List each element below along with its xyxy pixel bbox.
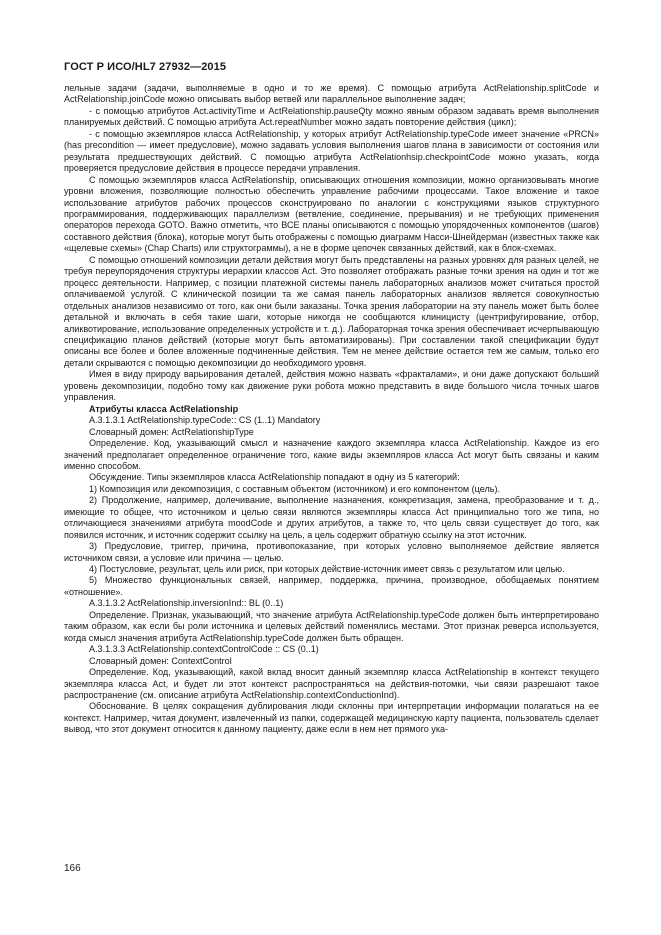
body-paragraph: Определение. Признак, указывающий, что значение атрибута ActRelationship.typeCode должен быть интерпретировано таким образом, как если бы роли источника и целевых действий поменялись местами. Этот признак реверса используется, когда смысл значения атрибута ActRelationship.typeCode должен быть обращен. xyxy=(64,609,599,643)
body-paragraph: 4) Постусловие, результат, цель или риск, при которых действие-источник имеет связь с результатом или целью. xyxy=(89,564,565,575)
page-number: 166 xyxy=(64,863,81,874)
body-paragraph: лельные задачи (задачи, выполняемые в одно и то же время). С помощью атрибута ActRelationship.splitCode и ActRelationship.joinCode можно описывать выбор ветвей или параллельное выполнение задач; xyxy=(64,83,599,105)
body-paragraph: Определение. Код, указывающий, какой вклад вносит данный экземпляр класса ActRelationship в контекст текущего экземпляра класса Act, и будет ли этот контекст распространяться на действия-потомки, чьи связи разрешают такое распространение (см. описание атрибута ActRelationship.contextConductionInd). xyxy=(64,667,599,701)
body-paragraph: Обсуждение. Типы экземпляров класса ActRelationship попадают в одну из 5 категорий: xyxy=(89,472,460,483)
body-paragraph: Словарный домен: ContextControl xyxy=(89,655,232,666)
body-paragraph: 1) Композиция или декомпозиция, с составным объектом (источником) и его компонентом (цель). xyxy=(89,483,500,494)
body-paragraph: Словарный домен: ActRelationshipType xyxy=(89,426,254,437)
body-paragraph: Имея в виду природу варьирования деталей, действия можно назвать «фракталами», и они даже допускают больший уровень декомпозиции, подобно тому как движение руки робота можно представить в виде большого числа точных шагов управления. xyxy=(64,369,599,403)
body-paragraph: A.3.1.3.3 ActRelationship.contextControlCode :: CS (0..1) xyxy=(89,644,319,655)
body-paragraph: 5) Множество функциональных связей, например, поддержка, причина, производное, обобщаемых понятием «отношение». xyxy=(64,575,599,597)
body-paragraph: С помощью отношений композиции детали действия могут быть представлены на разных уровнях для разных целей, не требуя переупорядочения структуры иерархии классов Act. Это позволяет отображать разные точки зрения на один и тот же процесс деятельности. Например, с позиции платежной системы панель лабораторных анализов может считаться простой оплачиваемой услугой. С клинической позиции та же самая панель лабораторных анализов является совокупностью отдельных анализов независимо от того, как они были заказаны. Точка зрения лаборатории на эту панель может быть более детальной и включать в себя такие шаги, которые никогда не сообщаются клиницисту (центрифугирование, отбор, аликвотирование, использование определенных устройств и т. д.). Лабораторная точка зрения обеспечивает исчерпывающую спецификацию планов действий (которые могут быть автоматизированы). При составлении такой спецификации будут описаны все более и более вложенные подчиненные действия. Тем не менее действие остается тем же самым, только его детали скрываются с помощью декомпозиции до необходимого уровня. xyxy=(64,254,599,368)
body-paragraph: A.3.1.3.2 ActRelationship.inversionInd:: BL (0..1) xyxy=(89,598,284,609)
body-paragraph: Определение. Код, указывающий смысл и назначение каждого экземпляра класса ActRelationship. Каждое из его значений предполагает определенное ограничение того, какие виды экземпляров класса Act могут быть связаны и каким именно способом. xyxy=(64,438,599,471)
section-subheading: Атрибуты класса ActRelationship xyxy=(89,403,239,414)
body-paragraph: С помощью экземпляров класса ActRelationship, описывающих отношения композиции, можно организовывать многие уровни вложения, позволяющие полностью обеспечить управление рабочими процессами. Такое вложение и такое использование атрибутов рабочих процессов сконструировано по аналогии с конструкциями языков структурного программирования, поддерживающих параллелизм (ветвление, соединение, прерывания) и не требующих применения операторов перехода GOTO. Важно отметить, что ВСЕ планы описываются с помощью упорядоченных компонентов (шагов) составного действия (блока), которые могут быть отображены с помощью диаграмм Насси-Шнейдерман (известных также как «щелевые схемы» (Chap Charts) или структограммы), а не в форме цепочек связанных действий, как в блок-схемах. xyxy=(64,174,599,254)
body-paragraph: - с помощью атрибутов Act.activityTime и ActRelationship.pauseQty можно явным образом задавать время выполнения планируемых действий. С помощью атрибута Act.repeatNumber можно задать повторение действия (цикл); xyxy=(64,105,599,128)
body-paragraph: - с помощью экземпляров класса ActRelationship, у которых атрибут ActRelationship.typeCode имеет значение «PRCN» (has precondition — имеет предусловие), можно задавать условия выполнения шагов плана в зависимости от состояния или результата предшествующих действий. С помощью атрибута ActRelationhsip.checkpointCode можно указать, когда проверяется предусловие действия в процессе передачи управления. xyxy=(64,128,599,174)
body-paragraph: Обоснование. В целях сокращения дублирования люди склонны при интерпретации информации полагаться на ее контекст. Например, читая документ, извлеченный из папки, содержащей медицинскую карту пациента, пользователь сделает вывод, что этот документ относится к данному пациенту, даже если в нем нет прямого ука- xyxy=(64,701,599,735)
body-paragraph: 3) Предусловие, триггер, причина, противопоказание, при которых условно выполняемое действие является источником связи, а условие или причина — целью. xyxy=(64,541,599,563)
body-paragraph: 2) Продолжение, например, долечивание, выполнение назначения, конкретизация, замена, преобразование и т. д., имеющие то общее, что источником и целью связи являются экземпляры класса Act принципиально того же типа, но отличающиеся значениями атрибута moodCode и других атрибутов, а также то, что цель связи существует до того, как появился источник, и источник содержит ссылку на цель, а цель содержит обратную ссылку на этот источник. xyxy=(64,495,599,540)
body-paragraph: A.3.1.3.1 ActRelationship.typeCode:: CS (1..1) Mandatory xyxy=(89,415,321,426)
page-body-text xyxy=(64,83,599,736)
page-header-doc-code: ГОСТ Р ИСО/HL7 27932—2015 xyxy=(64,61,227,73)
